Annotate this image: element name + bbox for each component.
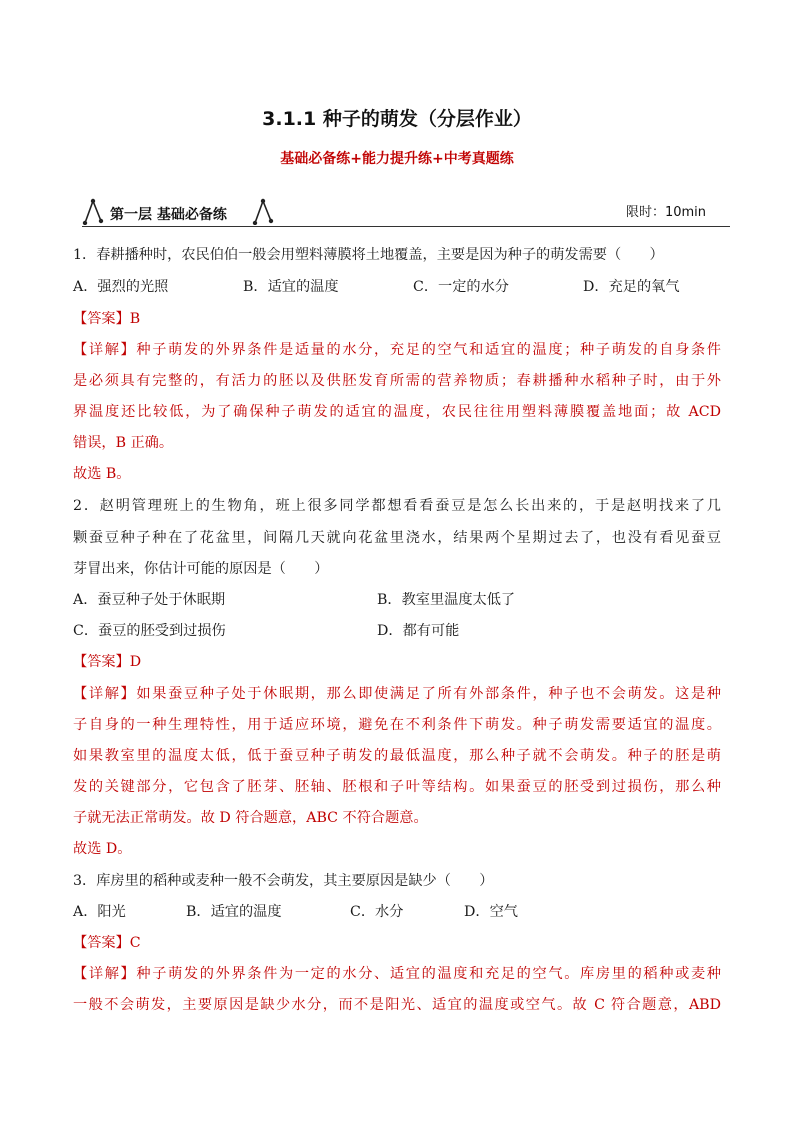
question-2-stem: 2．赵明管理班上的生物角，班上很多同学都想看看蚕豆是怎么长出来的，于是赵明找来了几 (73, 498, 721, 514)
answer-tag: 【答案】 (73, 654, 130, 670)
section-divider (82, 226, 730, 227)
q1-detail-line: 界温度还比较低，为了确保种子萌发的适宜的温度，农民往往用塑料薄膜覆盖地面；故 ACD (73, 404, 721, 420)
q2-detail-line: 子就无法正常萌发。故 D 符合题意，ABC 不符合题意。 (73, 810, 428, 826)
answer-value: B (129, 311, 141, 327)
detail-tag: 【详解】 (73, 966, 137, 982)
answer-tag: 【答案】 (73, 935, 130, 951)
section-title: 第一层 基础必备练 (110, 207, 227, 223)
q3-answer (73, 933, 141, 953)
detail-tag: 【详解】 (73, 686, 137, 702)
q3-detail-line: 一般不会萌发，主要原因是缺少水分，而不是阳光、适宜的温度或空气。故 C 符合题意，ABD (73, 997, 721, 1013)
q3-option-b: B．适宜的温度 (186, 904, 282, 920)
q2-option-c: C．蚕豆的胚受到过损伤 (73, 623, 226, 639)
q2-detail-line: 子自身的一种生理特性，用于适应环境，避免在不利条件下萌发。种子萌发需要适宜的温度。 (73, 717, 721, 733)
detail-tag: 【详解】 (73, 342, 137, 358)
time-limit: 限时：10min (625, 205, 706, 220)
q1-option-b: B．适宜的温度 (243, 279, 339, 295)
q2-option-b: B．教室里温度太低了 (377, 592, 516, 608)
answer-tag: 【答案】 (73, 311, 130, 327)
page-subtitle: 基础必备练+能力提升练+中考真题练 (280, 151, 514, 167)
q1-answer (73, 309, 140, 329)
detail-text: 种子萌发的外界条件为一定的水分、适宜的温度和充足的空气。库房里的稻种或麦种 (136, 966, 721, 982)
detail-text: 种子萌发的外界条件是适量的水分，充足的空气和适宜的温度；种子萌发的自身条件 (136, 342, 721, 358)
question-1-stem: 1．春耕播种时，农民伯伯一般会用塑料薄膜将土地覆盖，主要是因为种子的萌发需要（ ） (73, 247, 664, 263)
question-3-stem: 3．库房里的稻种或麦种一般不会萌发，其主要原因是缺少（ ） (73, 873, 494, 889)
q2-detail-line: 如果教室里的温度太低，低于蚕豆种子萌发的最低温度，那么种子就不会萌发。种子的胚是萌 (73, 748, 721, 764)
q3-option-a: A．阳光 (73, 904, 126, 920)
q1-conclusion: 故选 B。 (73, 466, 131, 482)
q3-option-d: D．空气 (464, 904, 518, 920)
q1-option-c: C．一定的水分 (413, 279, 509, 295)
q1-detail-line: 错误，B 正确。 (73, 435, 174, 451)
q3-detail-line (73, 964, 721, 984)
q1-option-a: A．强烈的光照 (73, 279, 169, 295)
q3-option-c: C．水分 (350, 904, 404, 920)
section-decoration-icon (82, 197, 108, 225)
page-title: 3.1.1 种子的萌发（分层作业） (262, 108, 532, 130)
answer-value: C (129, 935, 141, 951)
section-header (82, 197, 730, 227)
question-2-stem: 颗蚕豆种子种在了花盆里，间隔几天就向花盆里浇水，结果两个星期过去了，也没有看见蚕豆 (73, 530, 721, 546)
detail-text: 如果蚕豆种子处于休眠期，那么即使满足了所有外部条件，种子也不会萌发。这是种 (136, 686, 721, 702)
q2-detail-line: 发的关键部分，它包含了胚芽、胚轴、胚根和子叶等结构。如果蚕豆的胚受到过损伤，那么种 (73, 779, 721, 795)
q2-option-a: A．蚕豆种子处于休眠期 (73, 592, 226, 608)
question-2-stem: 芽冒出来，你估计可能的原因是（ ） (73, 561, 329, 577)
q2-option-d: D．都有可能 (377, 623, 460, 639)
answer-value: D (129, 654, 142, 670)
q2-answer (73, 652, 141, 672)
q1-detail-line (73, 340, 721, 360)
q2-detail-line (73, 684, 721, 704)
q1-detail-line: 是必须具有完整的，有活力的胚以及供胚发育所需的营养物质；春耕播种水稻种子时，由于外 (73, 373, 721, 389)
q2-conclusion: 故选 D。 (73, 841, 132, 857)
section-decoration-icon (252, 197, 278, 225)
q1-option-d: D．充足的氧气 (583, 279, 680, 295)
